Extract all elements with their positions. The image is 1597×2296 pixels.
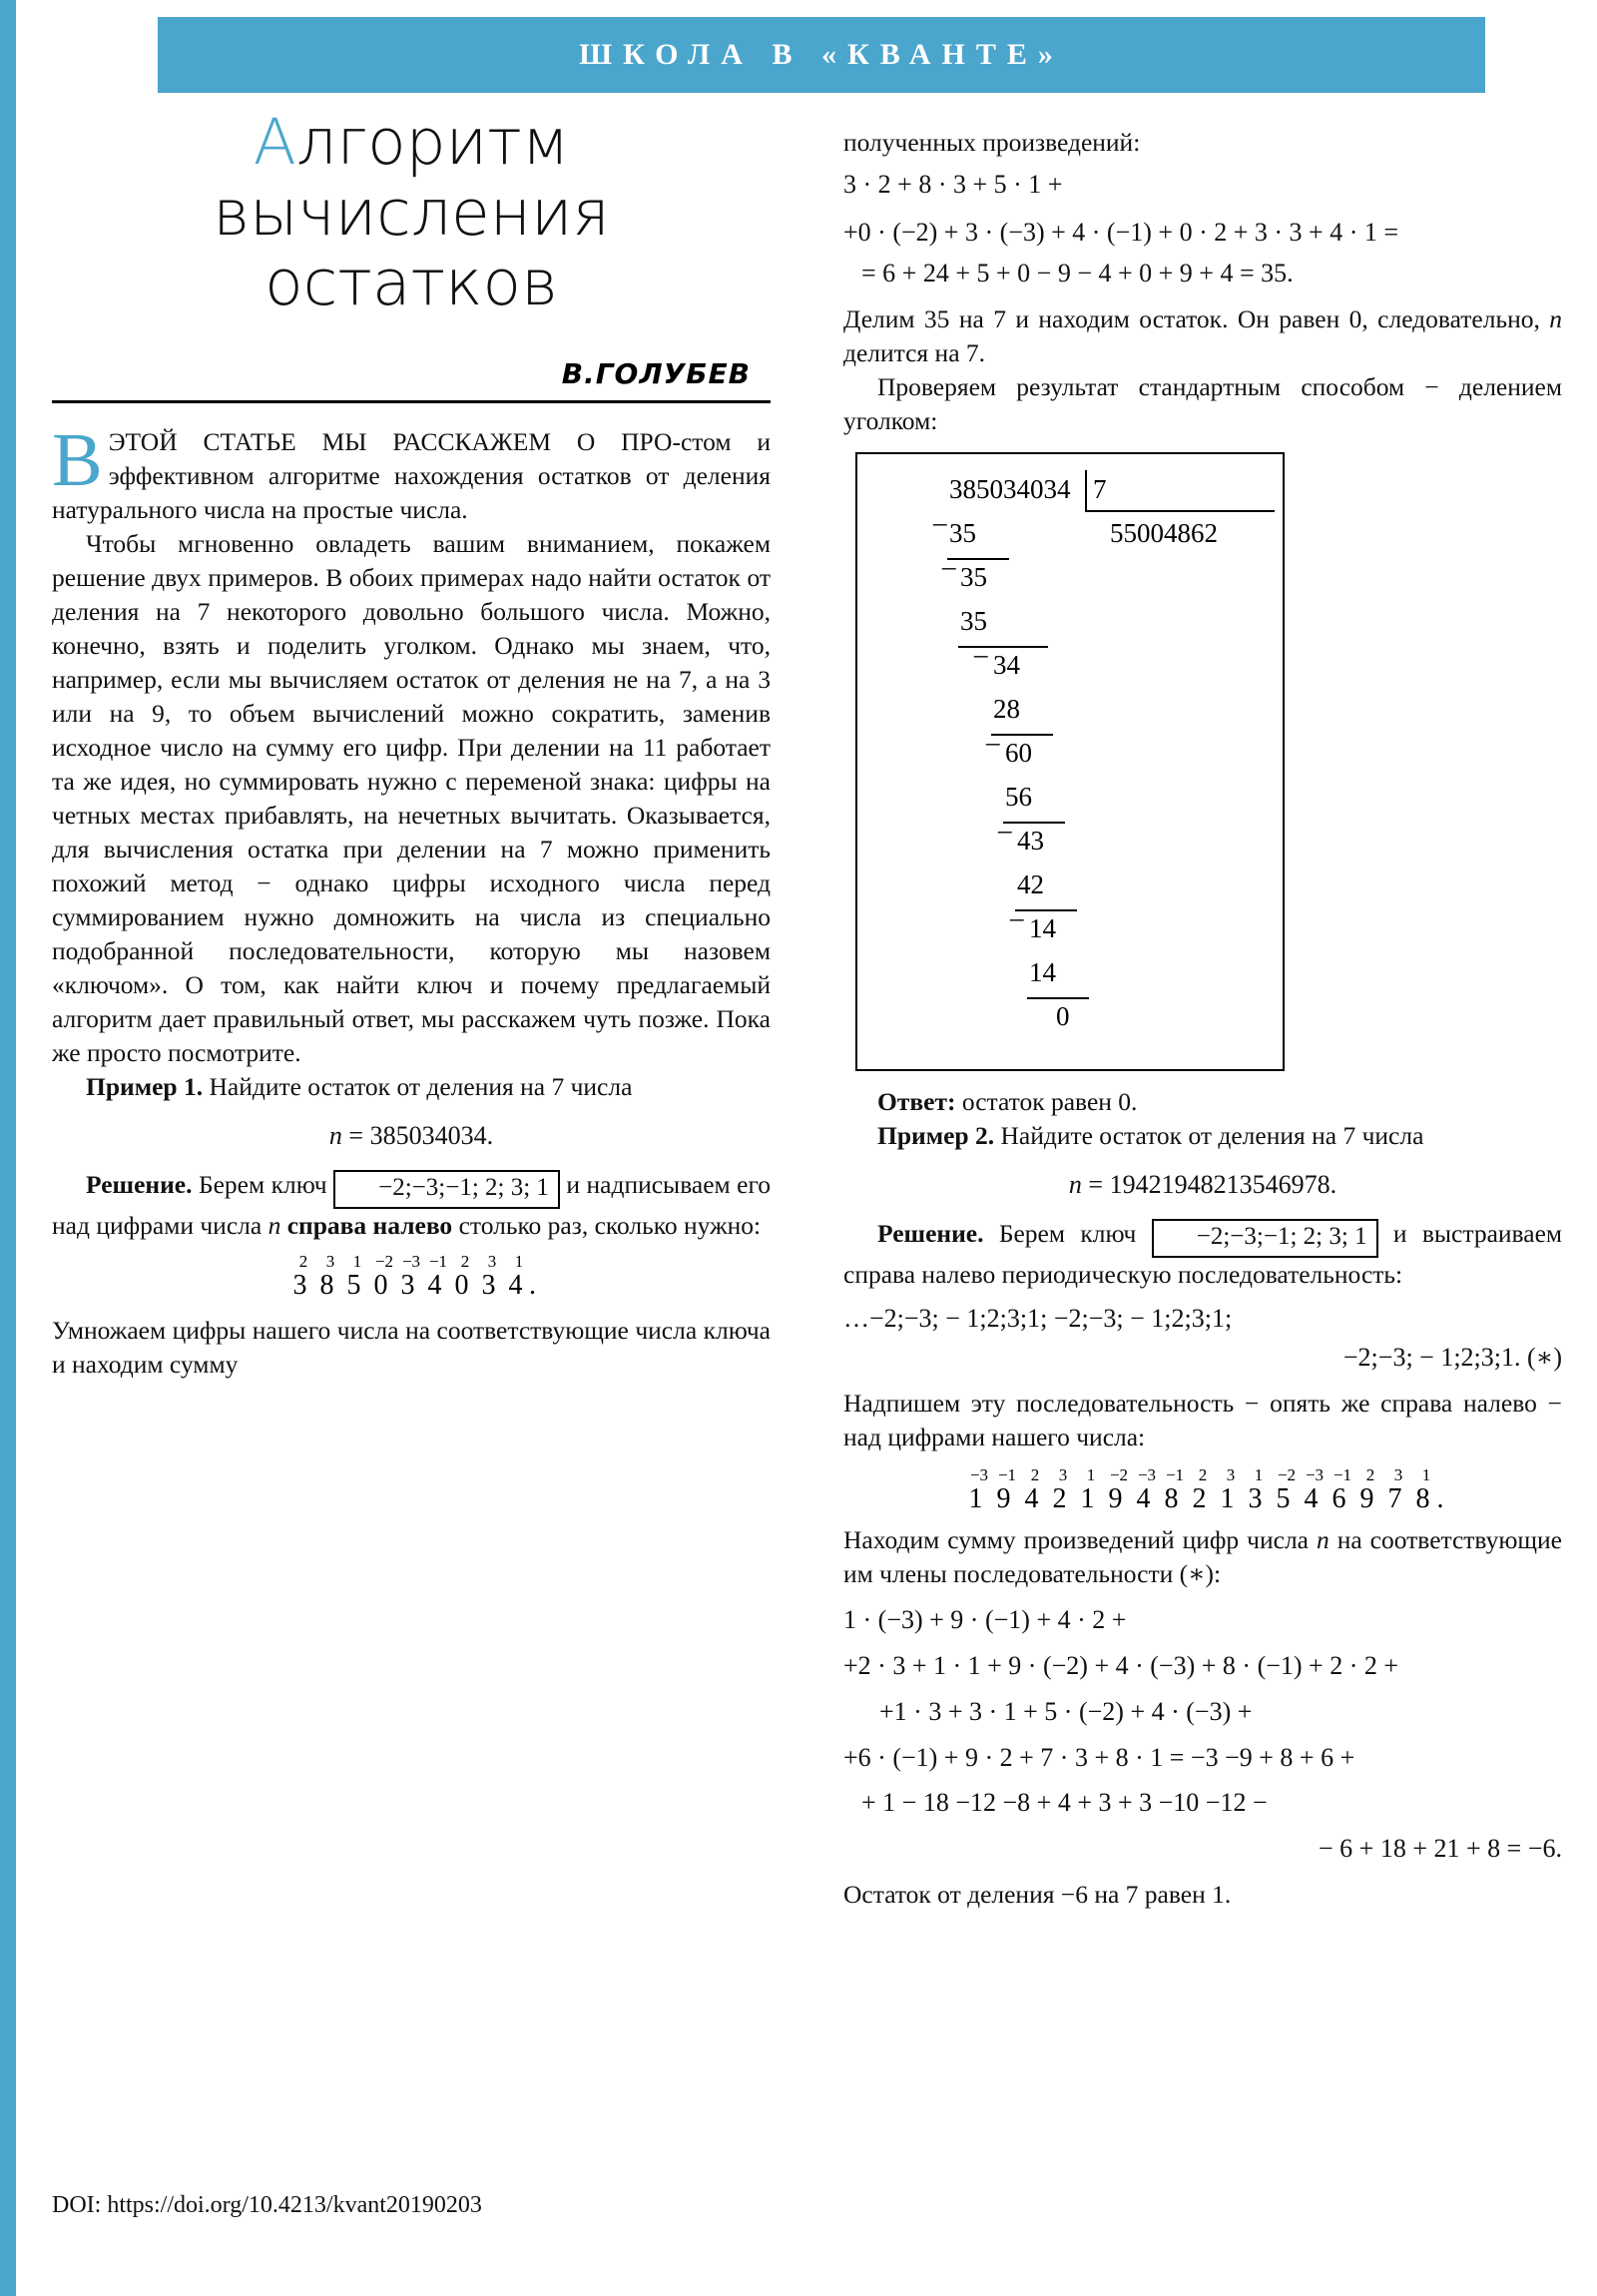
digit-number-row-1: 3 8 5 0 3 4 0 3 4 . [292,1269,536,1301]
equation-8: + 1 − 18 −12 −8 + 4 + 3 + 3 −10 −12 − [861,1788,1268,1818]
example-1-formula-value: = 385034034. [341,1121,494,1151]
division-rule-4 [1003,822,1065,824]
division-vertical-rule [1085,470,1087,510]
division-dividend: 385034034 [949,474,1071,505]
example-2-formula-value: = 19421948213546978. [1081,1170,1337,1200]
example-1-formula [52,1117,771,1155]
right-paragraph-5: Остаток от деления −6 на 7 равен 1. [843,1879,1232,1909]
division-rule-6 [1027,997,1089,999]
right-paragraph-1b: делится на 7. [843,338,986,368]
answer-line [843,1085,1562,1119]
digit-number-row-2: 1 9 4 2 1 9 4 8 2 1 3 5 4 6 9 7 8 . [968,1483,1444,1515]
example-1-label: Пример 1. [86,1072,204,1102]
sequence-line-2: −2;−3; − 1;2;3;1. (∗) [1342,1343,1562,1373]
equation-6: +1 · 3 + 3 · 1 + 5 · (−2) + 4 · (−3) + [879,1696,1253,1726]
example-2-formula [843,1166,1562,1204]
left-column [52,108,771,1382]
author-name: В.ГОЛУБЕВ [561,356,751,390]
section-banner [158,17,1485,93]
body-paragraph-3: Умножаем цифры нашего числа на соответствующие числа ключа и находим сумму [52,1315,771,1379]
division-divisor: 7 [1093,474,1107,505]
division-step-4: 34 [993,650,1020,681]
right-paragraph-1 [843,302,1562,370]
solution-2-text-a: Берем ключ [998,1218,1137,1248]
long-division-figure [855,452,1285,1071]
key-box-1: −2;−3;−1; 2; 3; 1 [333,1170,560,1209]
example-1-statement [52,1070,771,1104]
equation-5: +2 · 3 + 1 · 1 + 9 · (−2) + 4 · (−3) + 8 · (−1) + 2 · 2 + [843,1651,1399,1681]
intro-smallcaps: ЭТОЙ СТАТЬЕ МЫ РАССКАЖЕМ О ПРО- [108,426,681,456]
title-line-3: остатков [265,247,558,320]
example-2-formula-var: n [1068,1170,1082,1200]
division-rule-2 [958,646,1048,648]
title-drop-letter: А [253,106,296,179]
equation-1: 3 · 2 + 8 · 3 + 5 · 1 + [843,170,1063,200]
equation-9: − 6 + 18 + 21 + 8 = −6. [1319,1833,1562,1863]
division-step-11: 14 [1029,957,1056,988]
digit-key-overlay-2 [843,1466,1562,1513]
digit-key-overlay-1 [52,1253,771,1300]
example-1-formula-var: n [328,1121,342,1151]
intro-paragraph [52,417,771,527]
answer-label: Ответ: [877,1087,956,1117]
division-step-6: 60 [1005,738,1032,769]
equation-4: 1 · (−3) + 9 · (−1) + 4 · 2 + [843,1605,1127,1635]
example-2-label: Пример 2. [877,1121,995,1151]
solution-1-text-b: и надписываем его над цифрами числа [52,1169,772,1240]
key-box-2: −2;−3;−1; 2; 3; 1 [1152,1219,1378,1258]
equation-3: = 6 + 24 + 5 + 0 − 9 − 4 + 0 + 9 + 4 = 35. [861,259,1294,288]
page-title [52,108,771,319]
division-step-5: 28 [993,694,1020,725]
solution-2-label: Решение. [877,1218,984,1248]
division-rule-5 [1015,909,1077,911]
right-paragraph-4a: Находим сумму произведений цифр числа [843,1525,1310,1555]
example-1-text: Найдите остаток от деления на 7 числа [209,1072,633,1102]
long-division-inner: 385034034 7 55004862 _ 35 _ 35 35 _ 34 28 _ 60 56 _ 43 42 _ 14 14 0 [857,474,1283,1051]
title-line-2: вычисления [213,176,610,250]
digit-key-row-2: −3 −1 2 3 1 −2 −3 −1 2 3 1 −2 −3 −1 2 3 1 [969,1465,1431,1485]
right-paragraph-4 [843,1523,1562,1591]
division-rule-1 [947,558,1009,560]
title-line-1: лгоритм [295,106,570,179]
equation-7: +6 · (−1) + 9 · 2 + 7 · 3 + 8 · 1 = −3 −9 + 8 + 6 + [843,1742,1355,1772]
example-2-statement [843,1119,1562,1153]
sequence-line-1: …−2;−3; − 1;2;3;1; −2;−3; − 1;2;3;1; [843,1303,1233,1333]
digit-key-row-1: 2 3 1 −2 −3 −1 2 3 1 [298,1251,524,1271]
answer-text: остаток равен 0. [961,1087,1138,1117]
solution-1-label: Решение. [86,1169,193,1199]
division-remainder: 0 [1056,1001,1070,1032]
right-paragraph-1-var: n [1549,304,1563,334]
division-quotient: 55004862 [1110,518,1218,549]
division-step-9: 42 [1017,869,1044,900]
author-divider [52,400,771,403]
solution-1-var: n [267,1210,281,1240]
right-paragraph-4-var: n [1317,1525,1330,1555]
solution-1-text-a: Берем ключ [198,1169,327,1199]
division-step-2: 35 [960,562,987,593]
intro-rest: стом и эффективном алгоритме нахождения остатков от деления натурального числа на простые числа. [52,426,771,524]
solution-2-paragraph [843,1217,1562,1292]
intro-dropcap: В [52,417,103,502]
right-column [843,126,1562,1912]
solution-2-text-b: и выстраиваем справа налево периодическую последовательность: [843,1218,1563,1289]
right-paragraph-2: Проверяем результат стандартным способом − делением уголком: [843,372,1562,436]
equation-2: +0 · (−2) + 3 · (−3) + 4 · (−1) + 0 · 2 + 3 · 3 + 4 · 1 = [843,217,1399,247]
solution-1-text-c: столько раз, сколько нужно: [458,1210,762,1240]
division-rule-3 [991,734,1053,736]
section-banner-title: ШКОЛА В «КВАНТЕ» [579,38,1064,71]
continuation-line: полученных произведений: [843,128,1141,157]
division-step-10: 14 [1029,913,1056,944]
division-step-7: 56 [1005,782,1032,813]
division-step-8: 43 [1017,826,1044,857]
body-paragraph-2: Чтобы мгновенно овладеть вашим вниманием, покажем решение двух примеров. В обоих примерах надо найти остаток от деления на 7 некоторого довольно большого числа. Можно, конечно, взять и поделить уголком. Однако мы знаем, что, например, если мы вычисляем остаток от деления не на 7, а на 3 или на 9, то объем вычислений можно сократить, заменив исходное число на сумму его цифр. При делении на 11 работает та же идея, но суммировать нужно с переменой знака: цифры на четных местах прибавлять, на нечетных вычитать. Оказывается, для вычисления остатка при делении на 7 можно применить похожий метод − однако цифры исходного числа перед суммированием нужно домножить на числа из специально подобранной последовательности, которую мы назовем «ключом». О том, как найти ключ и почему предлагаемый алгоритм дает правильный ответ, мы расскажем чуть позже. Пока же просто посмотрите. [52,528,771,1068]
example-2-text: Найдите остаток от деления на 7 числа [1000,1121,1424,1151]
division-quotient-rule [1085,510,1275,512]
right-paragraph-3: Надпишем эту последовательность − опять же справа налево − над цифрами нашего числа: [843,1389,1562,1452]
solution-1-paragraph [52,1168,771,1243]
division-step-3: 35 [960,606,987,637]
solution-1-bold: справа налево [286,1210,453,1240]
right-paragraph-1a: Делим 35 на 7 и находим остаток. Он равен 0, следовательно, [843,304,1540,334]
page-spine-accent [0,0,16,2296]
doi-line: DOI: https://doi.org/10.4213/kvant20190203 [52,2192,482,2218]
division-step-1: 35 [949,518,976,549]
right-paragraph-4b: на соответствующие им члены последовательности (∗): [843,1525,1563,1589]
